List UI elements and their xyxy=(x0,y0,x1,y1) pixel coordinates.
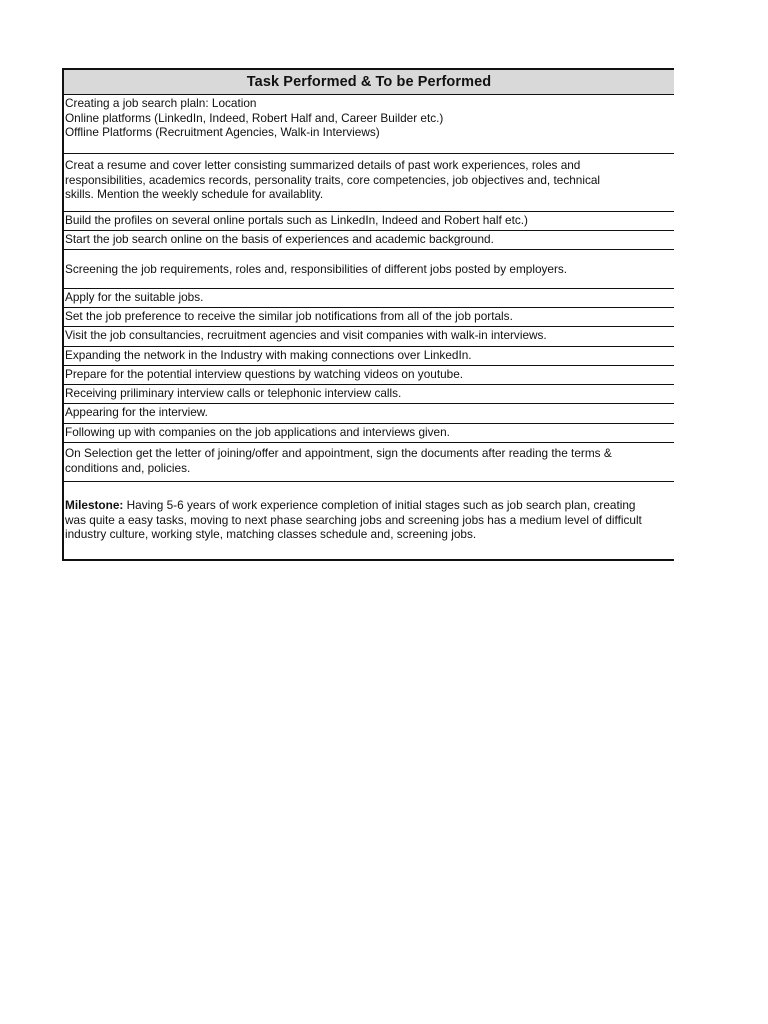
table-row xyxy=(64,250,674,289)
cell-line: Build the profiles on several online portals such as LinkedIn, Indeed and Robert half etc.) xyxy=(65,213,528,227)
cell-line: conditions and, policies. xyxy=(65,460,191,475)
cell-line: Receiving priliminary interview calls or telephonic interview calls. xyxy=(65,386,402,400)
cell-line: Appearing for the interview. xyxy=(65,405,208,419)
table-row xyxy=(64,289,674,308)
milestone-label: Milestone: xyxy=(65,498,124,512)
cell-line: On Selection get the letter of joining/offer and appointment, sign the documents after reading the terms & xyxy=(65,446,612,460)
cell-line: Start the job search online on the basis of experiences and academic background. xyxy=(65,232,494,246)
cell-line: skills. Mention the weekly schedule for availablity. xyxy=(65,187,324,201)
cell-line: Apply for the suitable jobs. xyxy=(65,290,204,304)
table-row xyxy=(64,424,674,443)
table-header xyxy=(64,70,674,95)
cell-line: Online platforms (LinkedIn, Indeed, Robert Half and, Career Builder etc.) xyxy=(65,110,444,125)
table-row xyxy=(64,366,674,385)
table-row xyxy=(64,404,674,424)
table-row xyxy=(64,347,674,366)
cell-line: Expanding the network in the Industry with making connections over LinkedIn. xyxy=(65,348,472,362)
cell-line: Visit the job consultancies, recruitment agencies and visit companies with walk-in interviews. xyxy=(65,328,547,342)
milestone-line: was quite a easy tasks, moving to next phase searching jobs and screening jobs has a medium level of difficult xyxy=(65,512,642,527)
cell-line: Set the job preference to receive the similar job notifications from all of the job portals. xyxy=(65,309,513,323)
cell-line: Creating a job search plaln: Location xyxy=(65,96,257,110)
cell-line: responsibilities, academics records, personality traits, core competencies, job objectives and, technical xyxy=(65,172,601,187)
milestone-row xyxy=(64,482,674,559)
table-row xyxy=(64,443,674,482)
table-row xyxy=(64,308,674,327)
table-row xyxy=(64,231,674,250)
cell-line: Following up with companies on the job applications and interviews given. xyxy=(65,425,450,439)
milestone-line: industry culture, working style, matching classes schedule and, screening jobs. xyxy=(65,527,477,541)
table-header-title: Task Performed & To be Performed xyxy=(246,74,492,90)
table-row xyxy=(64,212,674,231)
cell-line: Offline Platforms (Recruitment Agencies, Walk-in Interviews) xyxy=(65,125,380,139)
milestone-text: Having 5-6 years of work experience completion of initial stages such as job search plan, creating xyxy=(123,498,636,512)
table-row xyxy=(64,95,674,154)
milestone-line xyxy=(65,498,674,513)
cell-line: Creat a resume and cover letter consisting summarized details of past work experiences, roles and xyxy=(65,158,581,172)
cell-line: Prepare for the potential interview questions by watching videos on youtube. xyxy=(65,367,464,381)
cell-line: Screening the job requirements, roles and, responsibilities of different jobs posted by employers. xyxy=(65,262,568,277)
table-row xyxy=(64,327,674,347)
table-row xyxy=(64,154,674,212)
task-table xyxy=(62,68,674,561)
table-row xyxy=(64,385,674,404)
